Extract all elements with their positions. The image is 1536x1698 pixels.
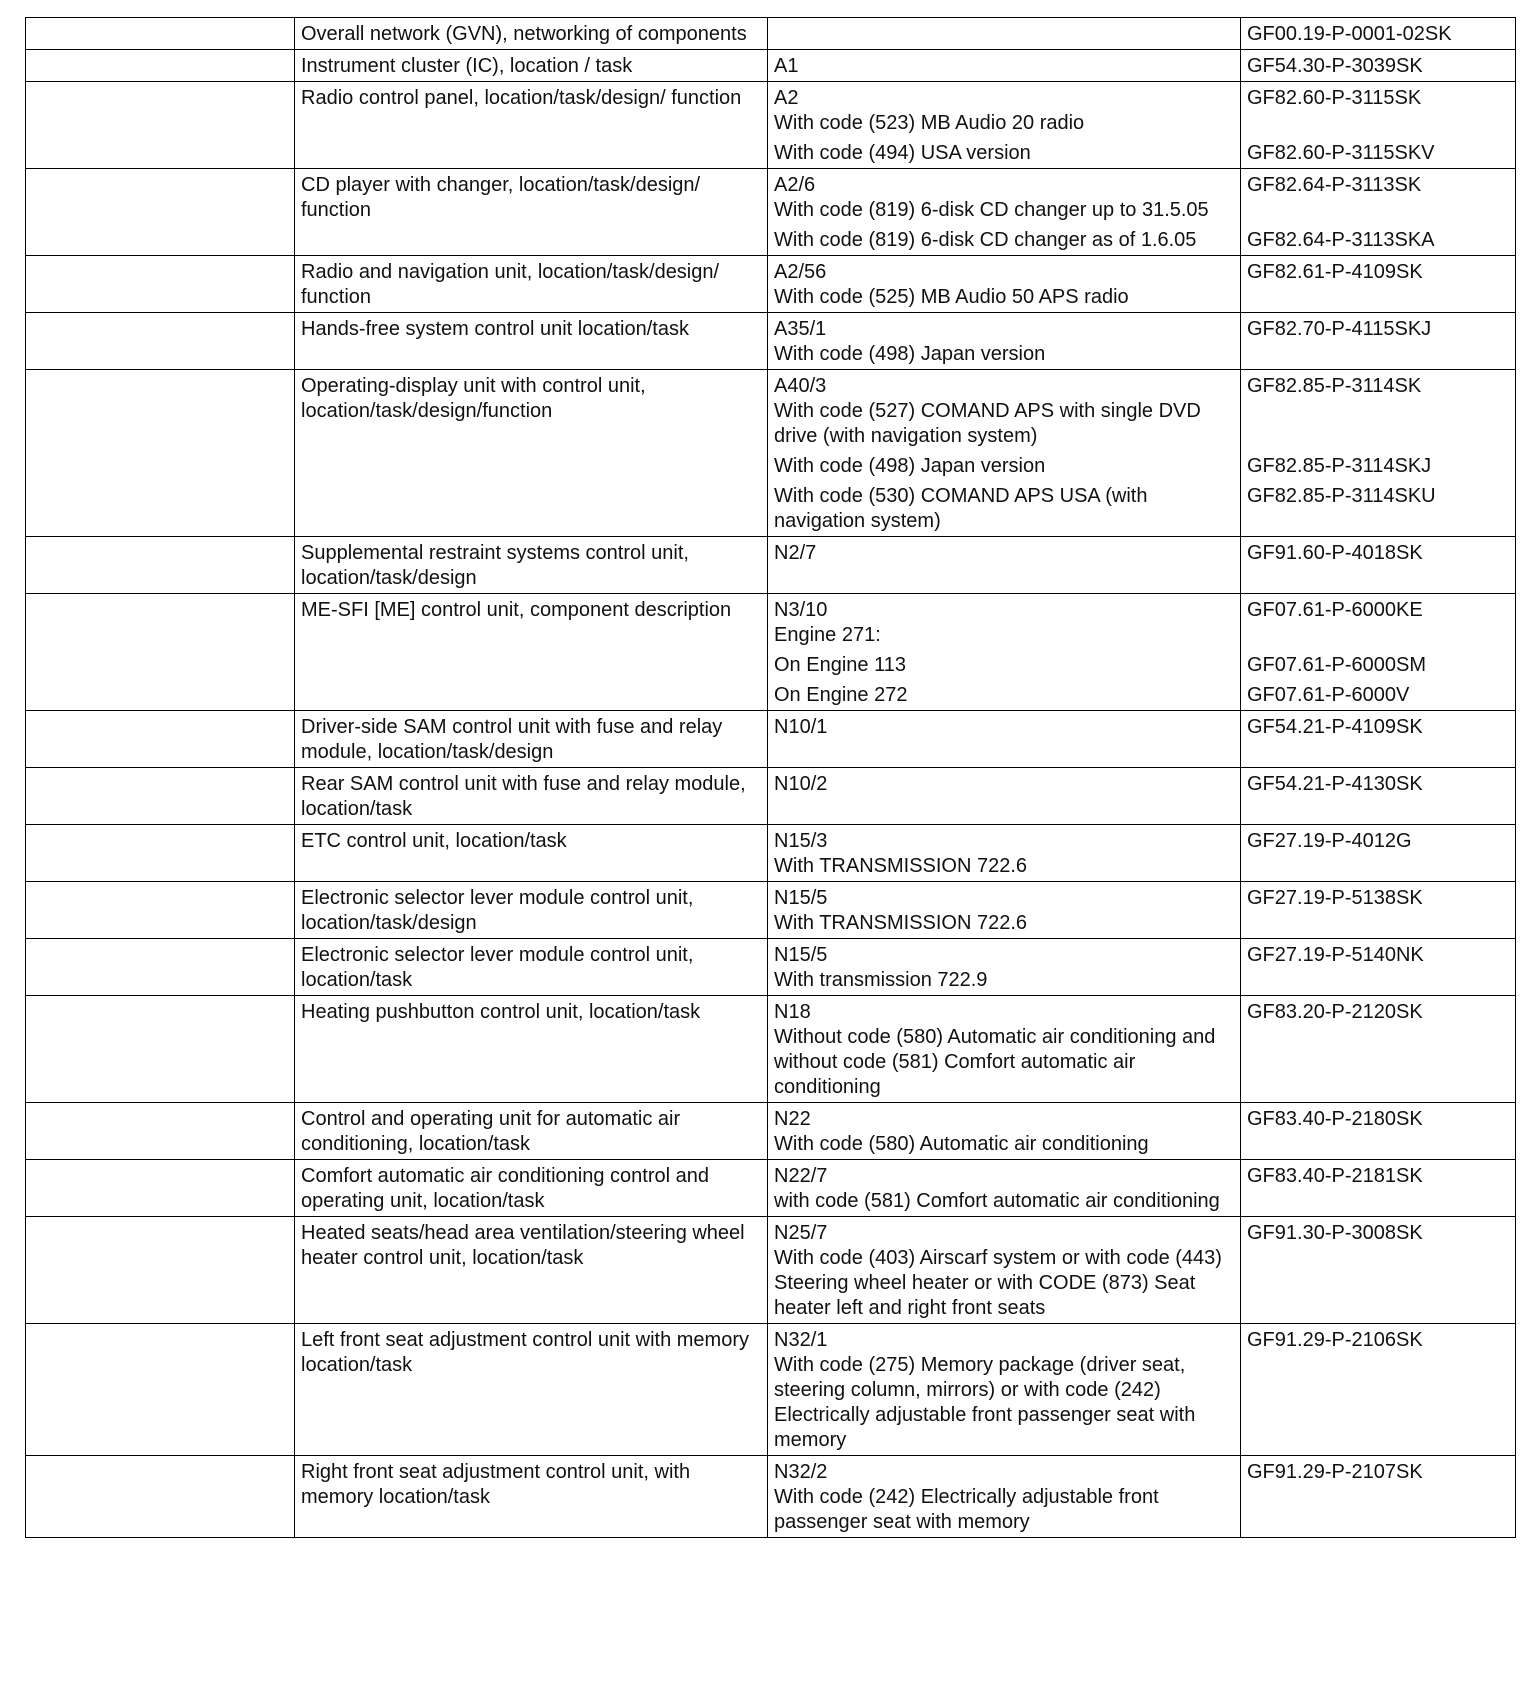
document-cell <box>1241 1160 1516 1217</box>
document-id: GF82.64-P-3113SKA <box>1247 229 1435 251</box>
table-row <box>26 18 1516 50</box>
component-table <box>25 17 1516 1538</box>
component-cell <box>768 537 1241 594</box>
component-cell <box>768 1160 1241 1217</box>
component-cell <box>768 256 1241 313</box>
variant-text: With code (494) USA version <box>774 142 1031 164</box>
document-id: GF91.29-P-2107SK <box>1247 1461 1423 1483</box>
description-cell: Electronic selector lever module control unit, location/task/design <box>295 882 768 939</box>
blank-cell <box>26 537 295 594</box>
variant-text: With code (527) COMAND APS with single DVD drive (with navigation system) <box>774 400 1201 447</box>
document-id: GF82.60-P-3115SKV <box>1247 142 1435 164</box>
blank-cell <box>26 1456 295 1538</box>
table-row <box>26 996 1516 1103</box>
blank-cell <box>26 370 295 537</box>
table-row <box>26 594 1516 711</box>
component-code: N10/2 <box>774 773 828 795</box>
document-cell <box>1241 939 1516 996</box>
table-row <box>26 370 1516 537</box>
component-code: N10/1 <box>774 716 828 738</box>
component-cell <box>768 768 1241 825</box>
blank-cell <box>26 825 295 882</box>
component-code: N2/7 <box>774 542 817 564</box>
description-cell: Instrument cluster (IC), location / task <box>295 50 768 82</box>
document-cell <box>1241 1103 1516 1160</box>
description-cell: Driver-side SAM control unit with fuse and relay module, location/task/design <box>295 711 768 768</box>
component-cell <box>768 1456 1241 1538</box>
component-code: N15/3 <box>774 830 828 852</box>
component-code: A1 <box>774 55 799 77</box>
description-cell: Heated seats/head area ventilation/steering wheel heater control unit, location/task <box>295 1217 768 1324</box>
variant-text: With code (523) MB Audio 20 radio <box>774 112 1085 134</box>
document-id: GF91.29-P-2106SK <box>1247 1329 1423 1351</box>
component-cell <box>768 313 1241 370</box>
component-cell <box>768 882 1241 939</box>
document-id: GF54.21-P-4109SK <box>1247 716 1423 738</box>
document-id: GF27.19-P-4012G <box>1247 830 1412 852</box>
table-row <box>26 768 1516 825</box>
variant-text: With code (403) Airscarf system or with code (443) Steering wheel heater or with CODE (873) Seat heater left and right front seats <box>774 1247 1222 1319</box>
document-cell <box>1241 537 1516 594</box>
component-code: A2/6 <box>774 174 816 196</box>
blank-cell <box>26 169 295 256</box>
component-cell <box>768 939 1241 996</box>
document-id: GF82.85-P-3114SKU <box>1247 485 1436 507</box>
description-cell: ME-SFI [ME] control unit, component description <box>295 594 768 711</box>
document-cell <box>1241 996 1516 1103</box>
description-cell: ETC control unit, location/task <box>295 825 768 882</box>
document-id: GF07.61-P-6000KE <box>1247 599 1423 621</box>
component-code: N15/5 <box>774 944 828 966</box>
component-code: N3/10 <box>774 599 828 621</box>
component-cell <box>768 50 1241 82</box>
component-cell <box>768 82 1241 169</box>
variant-text: Without code (580) Automatic air conditioning and without code (581) Comfort automatic air conditioning <box>774 1026 1216 1098</box>
document-cell <box>1241 370 1516 537</box>
description-cell: Operating-display unit with control unit, location/task/design/function <box>295 370 768 537</box>
table-body <box>26 18 1516 1538</box>
document-cell <box>1241 594 1516 711</box>
document-id: GF07.61-P-6000SM <box>1247 654 1426 676</box>
document-cell <box>1241 1456 1516 1538</box>
document-id: GF54.30-P-3039SK <box>1247 55 1423 77</box>
blank-cell <box>26 1217 295 1324</box>
blank-cell <box>26 1160 295 1217</box>
variant-text: With TRANSMISSION 722.6 <box>774 912 1028 934</box>
variant-text: With code (525) MB Audio 50 APS radio <box>774 286 1129 308</box>
variant-text: On Engine 272 <box>774 684 908 706</box>
component-code: A35/1 <box>774 318 827 340</box>
table-row <box>26 82 1516 169</box>
component-cell <box>768 594 1241 711</box>
table-row <box>26 169 1516 256</box>
blank-cell <box>26 996 295 1103</box>
component-code: A2 <box>774 87 799 109</box>
component-code: N22 <box>774 1108 811 1130</box>
document-id: GF27.19-P-5138SK <box>1247 887 1423 909</box>
component-cell <box>768 370 1241 537</box>
component-code: A40/3 <box>774 375 827 397</box>
document-cell <box>1241 1324 1516 1456</box>
table-row <box>26 939 1516 996</box>
document-cell <box>1241 882 1516 939</box>
component-code: N32/1 <box>774 1329 828 1351</box>
component-cell <box>768 1103 1241 1160</box>
component-cell <box>768 1217 1241 1324</box>
table-row <box>26 256 1516 313</box>
variant-text: With TRANSMISSION 722.6 <box>774 855 1028 877</box>
document-cell <box>1241 50 1516 82</box>
component-code: N32/2 <box>774 1461 828 1483</box>
variant-text: With code (819) 6-disk CD changer up to 31.5.05 <box>774 199 1209 221</box>
document-cell <box>1241 768 1516 825</box>
component-cell <box>768 1324 1241 1456</box>
blank-cell <box>26 1324 295 1456</box>
blank-cell <box>26 711 295 768</box>
table-row <box>26 825 1516 882</box>
blank-cell <box>26 313 295 370</box>
document-id: GF83.20-P-2120SK <box>1247 1001 1423 1023</box>
blank-cell <box>26 594 295 711</box>
component-cell <box>768 18 1241 50</box>
document-id: GF82.61-P-4109SK <box>1247 261 1423 283</box>
description-cell: Supplemental restraint systems control unit, location/task/design <box>295 537 768 594</box>
document-id: GF83.40-P-2181SK <box>1247 1165 1423 1187</box>
table-row <box>26 313 1516 370</box>
description-cell: Radio and navigation unit, location/task/design/ function <box>295 256 768 313</box>
document-id: GF82.60-P-3115SK <box>1247 87 1422 109</box>
component-code: N15/5 <box>774 887 828 909</box>
document-id: GF82.70-P-4115SKJ <box>1247 318 1432 340</box>
description-cell: Overall network (GVN), networking of components <box>295 18 768 50</box>
variant-text: Engine 271: <box>774 624 881 646</box>
description-cell: Hands-free system control unit location/task <box>295 313 768 370</box>
blank-cell <box>26 768 295 825</box>
table-row <box>26 1103 1516 1160</box>
variant-text: With code (498) Japan version <box>774 343 1046 365</box>
document-cell <box>1241 256 1516 313</box>
component-code: N22/7 <box>774 1165 828 1187</box>
table-row <box>26 711 1516 768</box>
document-id: GF07.61-P-6000V <box>1247 684 1410 706</box>
table-row <box>26 537 1516 594</box>
variant-text: With code (819) 6-disk CD changer as of 1.6.05 <box>774 229 1197 251</box>
variant-text: On Engine 113 <box>774 654 906 676</box>
description-cell: Left front seat adjustment control unit with memory location/task <box>295 1324 768 1456</box>
variant-text: with code (581) Comfort automatic air conditioning <box>774 1190 1220 1212</box>
document-cell <box>1241 169 1516 256</box>
document-id: GF91.60-P-4018SK <box>1247 542 1423 564</box>
document-id: GF54.21-P-4130SK <box>1247 773 1423 795</box>
variant-text: With code (242) Electrically adjustable front passenger seat with memory <box>774 1486 1159 1533</box>
component-code: N18 <box>774 1001 811 1023</box>
variant-text: With code (498) Japan version <box>774 455 1046 477</box>
description-cell: Electronic selector lever module control unit, location/task <box>295 939 768 996</box>
component-code: A2/56 <box>774 261 827 283</box>
document-cell <box>1241 711 1516 768</box>
table-row <box>26 1324 1516 1456</box>
blank-cell <box>26 1103 295 1160</box>
document-cell <box>1241 1217 1516 1324</box>
document-id: GF83.40-P-2180SK <box>1247 1108 1423 1130</box>
blank-cell <box>26 256 295 313</box>
description-cell: Control and operating unit for automatic air conditioning, location/task <box>295 1103 768 1160</box>
description-cell: Radio control panel, location/task/design/ function <box>295 82 768 169</box>
description-cell: Heating pushbutton control unit, location/task <box>295 996 768 1103</box>
document-cell <box>1241 82 1516 169</box>
description-cell: Comfort automatic air conditioning control and operating unit, location/task <box>295 1160 768 1217</box>
blank-cell <box>26 82 295 169</box>
variant-text: With transmission 722.9 <box>774 969 988 991</box>
description-cell: Right front seat adjustment control unit, with memory location/task <box>295 1456 768 1538</box>
table-row <box>26 1456 1516 1538</box>
description-cell: Rear SAM control unit with fuse and relay module, location/task <box>295 768 768 825</box>
component-cell <box>768 996 1241 1103</box>
document-cell <box>1241 313 1516 370</box>
table-row <box>26 882 1516 939</box>
blank-cell <box>26 939 295 996</box>
document-id: GF82.64-P-3113SK <box>1247 174 1422 196</box>
document-cell <box>1241 825 1516 882</box>
component-code: N25/7 <box>774 1222 828 1244</box>
component-cell <box>768 169 1241 256</box>
document-id: GF00.19-P-0001-02SK <box>1247 23 1452 45</box>
blank-cell <box>26 18 295 50</box>
component-code <box>774 22 1234 47</box>
table-row <box>26 50 1516 82</box>
component-cell <box>768 711 1241 768</box>
variant-text: With code (275) Memory package (driver seat, steering column, mirrors) or with code (242) Electrically adjustable front passenger seat with memory <box>774 1354 1196 1451</box>
variant-text: With code (580) Automatic air conditioning <box>774 1133 1149 1155</box>
component-cell <box>768 825 1241 882</box>
document-id: GF82.85-P-3114SKJ <box>1247 455 1432 477</box>
blank-cell <box>26 882 295 939</box>
document-cell <box>1241 18 1516 50</box>
description-cell: CD player with changer, location/task/design/ function <box>295 169 768 256</box>
table-row <box>26 1217 1516 1324</box>
document-id: GF91.30-P-3008SK <box>1247 1222 1423 1244</box>
variant-text: With code (530) COMAND APS USA (with navigation system) <box>774 485 1148 532</box>
document-id: GF27.19-P-5140NK <box>1247 944 1424 966</box>
table-row <box>26 1160 1516 1217</box>
document-id: GF82.85-P-3114SK <box>1247 375 1422 397</box>
blank-cell <box>26 50 295 82</box>
